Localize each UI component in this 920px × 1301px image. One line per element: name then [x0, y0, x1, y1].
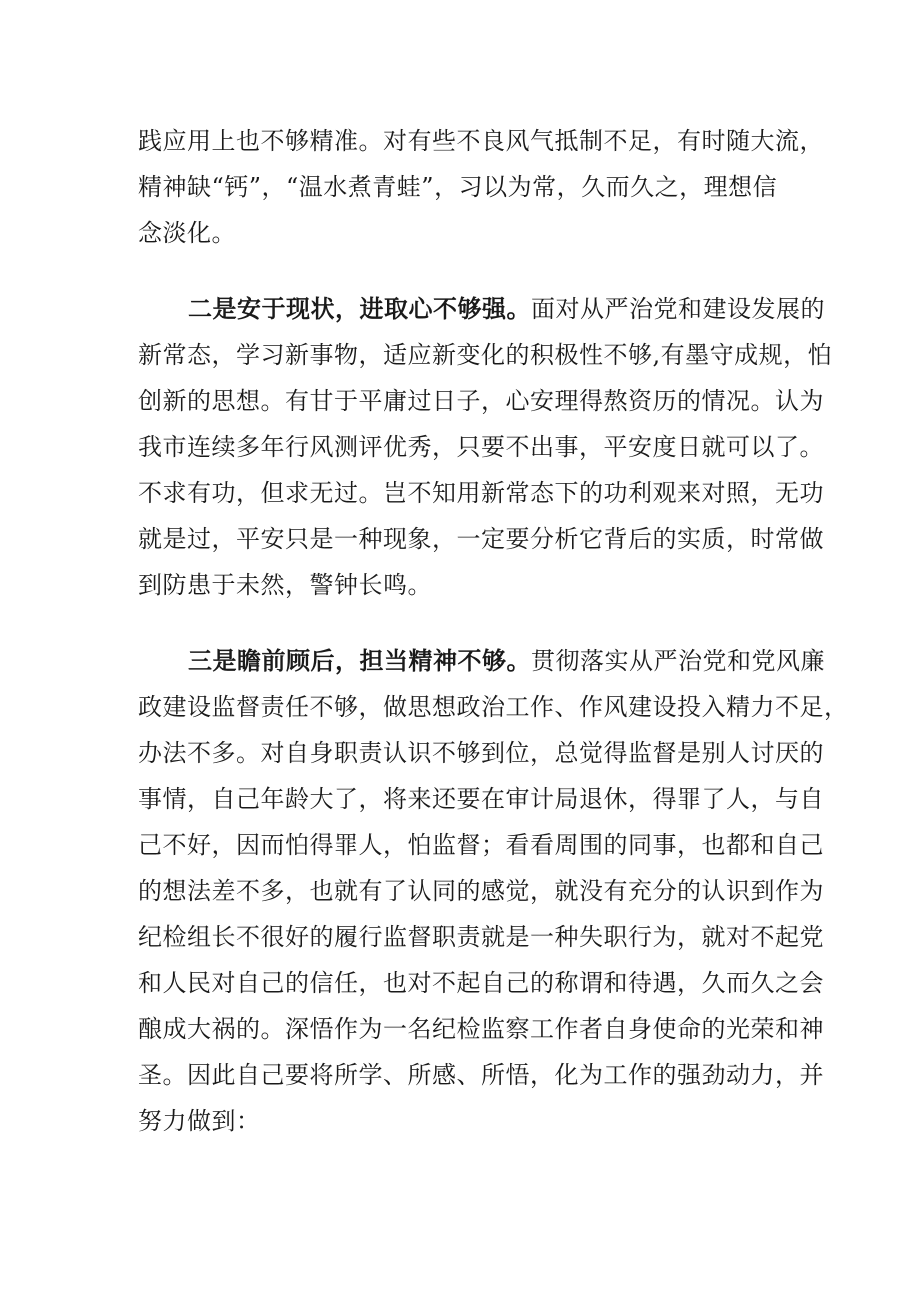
- paragraph-line: 和人民对自己的信任，也对不起自己的称谓和待遇，久而久之会: [138, 969, 824, 997]
- paragraph-3: [138, 638, 849, 1144]
- paragraph-gap: [138, 256, 798, 286]
- paragraph-line: 践应用上也不够精准。对有些不良风气抵制不足，有时随大流，: [138, 127, 824, 155]
- paragraph-line: 创新的思想。有甘于平庸过日子，心安理得熬资历的情况。认为: [138, 387, 824, 415]
- paragraph-line: 不求有功，但求无过。岂不知用新常态下的功利观来对照，无功: [138, 479, 824, 507]
- paragraph-gap: [138, 608, 798, 638]
- paragraph-text: 贯彻落实从严治党和党风廉: [531, 647, 825, 675]
- paragraph-line: 我市连续多年行风测评优秀，只要不出事，平安度日就可以了。: [138, 433, 824, 461]
- paragraph-heading: 三是瞻前顾后，担当精神不够。: [188, 646, 531, 675]
- paragraph-line: 圣。因此自己要将所学、所感、所悟，化为工作的强劲动力，并: [138, 1061, 824, 1089]
- paragraph-line: 新常态，学习新事物，适应新变化的积极性不够,有墨守成规，怕: [138, 341, 833, 369]
- paragraph-line: 努力做到：: [138, 1107, 261, 1135]
- paragraph-line: 纪检组长不很好的履行监督职责就是一种失职行为，就对不起党: [138, 923, 824, 951]
- paragraph-line: 酿成大祸的。深悟作为一名纪检监察工作者自身使命的光荣和神: [138, 1015, 824, 1043]
- paragraph-line: 事情，自己年龄大了，将来还要在审计局退休，得罪了人，与自: [138, 785, 824, 813]
- paragraph-text: 面对从严治党和建设发展的: [531, 295, 825, 323]
- paragraph-2: [138, 286, 833, 608]
- paragraph-line: 就是过，平安只是一种现象，一定要分析它背后的实质，时常做: [138, 525, 824, 553]
- paragraph-line: 念淡化。: [138, 219, 236, 247]
- document-body: [138, 118, 849, 1144]
- paragraph-heading: 二是安于现状，进取心不够强。: [188, 294, 531, 323]
- paragraph-line: 精神缺“钙”，“温水煮青蛙”，习以为常，久而久之，理想信: [138, 173, 778, 201]
- paragraph-first-line: [138, 638, 825, 684]
- paragraph-first-line: [138, 286, 825, 332]
- paragraph-1: [138, 118, 824, 256]
- paragraph-line: 办法不多。对自身职责认识不够到位，总觉得监督是别人讨厌的: [138, 739, 824, 767]
- paragraph-line: 的想法差不多，也就有了认同的感觉，就没有充分的认识到作为: [138, 877, 824, 905]
- paragraph-line: 己不好，因而怕得罪人，怕监督；看看周围的同事，也都和自己: [138, 831, 824, 859]
- paragraph-line: 政建设监督责任不够，做思想政治工作、作风建设投入精力不足，: [138, 693, 849, 721]
- paragraph-line: 到防患于未然，警钟长鸣。: [138, 571, 432, 599]
